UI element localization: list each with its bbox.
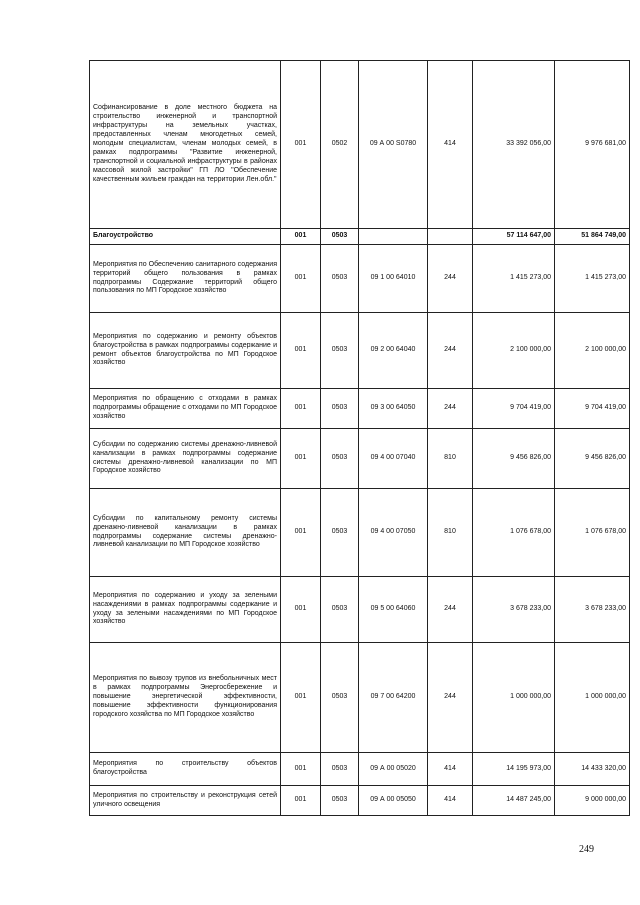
row-expense-type: 414: [428, 61, 473, 229]
row-amount-1: 1 000 000,00: [473, 643, 555, 753]
row-expense-type: 810: [428, 489, 473, 577]
row-section-code: 0503: [321, 429, 359, 489]
row-target-code: 09 А 00 S0780: [359, 61, 428, 229]
row-expense-type: 414: [428, 753, 473, 786]
row-amount-1: 2 100 000,00: [473, 313, 555, 389]
row-amount-2: 9 000 000,00: [555, 786, 630, 816]
row-ved-code: 001: [281, 643, 321, 753]
row-target-code: 09 4 00 07040: [359, 429, 428, 489]
row-ved-code: 001: [281, 313, 321, 389]
row-amount-1: 1 076 678,00: [473, 489, 555, 577]
row-ved-code: 001: [281, 753, 321, 786]
row-description: Софинансирование в доле местного бюджета на строительство инженерной и транспортной инфраструктуры на земельных участках, предоставленных членам многодетных семей, молодым специалистам, членам молодых семей, в рамках подпрограммы "Развитие инженерной, транспортной и социальной инфраструктуры в районах массовой жилой застройки" ГП ЛО "Обеспечение качественным жильем граждан на территории Лен.обл.": [90, 61, 281, 229]
row-expense-type: 244: [428, 643, 473, 753]
row-ved-code: 001: [281, 389, 321, 429]
row-description: Мероприятия по Обеспечению санитарного содержания территорий общего пользования в рамках подпрограммы Содержание территорий общего пользования по МП Городское хозяйство: [90, 245, 281, 313]
row-description: Мероприятия по строительству и реконструкция сетей уличного освещения: [90, 786, 281, 816]
table-row: [90, 643, 630, 753]
row-amount-1: 33 392 056,00: [473, 61, 555, 229]
section-row: [90, 229, 630, 245]
row-section-code: 0503: [321, 577, 359, 643]
row-ved-code: 001: [281, 61, 321, 229]
section-title: Благоустройство: [90, 229, 281, 245]
row-section-code: 0503: [321, 643, 359, 753]
row-description: Мероприятия по вывозу трупов из внебольничных мест в рамках подпрограммы Энергосбережение и повышение энергетической эффективности, повышение эффективности функционирования городского хозяйства по МП Городское хозяйство: [90, 643, 281, 753]
row-description: Мероприятия по строительству объектов благоустройства: [90, 753, 281, 786]
table-row: [90, 489, 630, 577]
row-section-code: 0503: [321, 229, 359, 245]
table-row: [90, 389, 630, 429]
row-target-code: 09 5 00 64060: [359, 577, 428, 643]
row-target-code: 09 2 00 64040: [359, 313, 428, 389]
row-target-code: 09 3 00 64050: [359, 389, 428, 429]
row-target-code: 09 4 00 07050: [359, 489, 428, 577]
row-section-code: 0503: [321, 753, 359, 786]
table-row: [90, 313, 630, 389]
row-target-code: [359, 229, 428, 245]
row-ved-code: 001: [281, 489, 321, 577]
row-expense-type: 414: [428, 786, 473, 816]
row-description: Субсидии по содержанию системы дренажно-ливневой канализации в рамках подпрограммы содержание системы дренажно-ливневой канализации по МП Городское хозяйство: [90, 429, 281, 489]
row-expense-type: 244: [428, 577, 473, 643]
row-section-code: 0503: [321, 489, 359, 577]
row-amount-1: 1 415 273,00: [473, 245, 555, 313]
row-amount-1: 9 704 419,00: [473, 389, 555, 429]
row-ved-code: 001: [281, 245, 321, 313]
table-row: [90, 577, 630, 643]
row-amount-2: 3 678 233,00: [555, 577, 630, 643]
table-row: [90, 61, 630, 229]
row-target-code: 09 А 00 05050: [359, 786, 428, 816]
row-amount-1: 9 456 826,00: [473, 429, 555, 489]
row-description: Мероприятия по содержанию и ремонту объектов благоустройства в рамках подпрограммы содержание и ремонт объектов благоустройства по МП Городское хозяйство: [90, 313, 281, 389]
row-amount-1: 14 487 245,00: [473, 786, 555, 816]
row-section-code: 0503: [321, 313, 359, 389]
row-amount-1: 57 114 647,00: [473, 229, 555, 245]
row-amount-2: 1 076 678,00: [555, 489, 630, 577]
budget-table: [89, 60, 630, 816]
row-amount-2: 14 433 320,00: [555, 753, 630, 786]
row-expense-type: [428, 229, 473, 245]
row-amount-2: 1 000 000,00: [555, 643, 630, 753]
row-section-code: 0503: [321, 389, 359, 429]
row-amount-2: 9 976 681,00: [555, 61, 630, 229]
row-target-code: 09 А 00 05020: [359, 753, 428, 786]
row-expense-type: 810: [428, 429, 473, 489]
row-amount-2: 9 456 826,00: [555, 429, 630, 489]
row-section-code: 0503: [321, 245, 359, 313]
row-section-code: 0503: [321, 786, 359, 816]
row-amount-2: 51 864 749,00: [555, 229, 630, 245]
row-ved-code: 001: [281, 429, 321, 489]
row-amount-1: 14 195 973,00: [473, 753, 555, 786]
table-row: [90, 429, 630, 489]
row-description: Мероприятия по обращению с отходами в рамках подпрограммы обращение с отходами по МП Городское хозяйство: [90, 389, 281, 429]
row-expense-type: 244: [428, 389, 473, 429]
row-target-code: 09 1 00 64010: [359, 245, 428, 313]
row-amount-2: 2 100 000,00: [555, 313, 630, 389]
row-description: Мероприятия по содержанию и уходу за зелеными насаждениями в рамках подпрограммы содержание и уходу за зелеными насаждениями по МП Городское хозяйство: [90, 577, 281, 643]
row-ved-code: 001: [281, 229, 321, 245]
row-ved-code: 001: [281, 577, 321, 643]
row-amount-2: 9 704 419,00: [555, 389, 630, 429]
page-number: 249: [579, 844, 594, 855]
row-expense-type: 244: [428, 245, 473, 313]
row-ved-code: 001: [281, 786, 321, 816]
row-amount-2: 1 415 273,00: [555, 245, 630, 313]
row-amount-1: 3 678 233,00: [473, 577, 555, 643]
row-description: Субсидии по капитальному ремонту системы дренажно-ливневой канализации в рамках подпрограммы содержание системы дренажно-ливневой канализации по МП Городское хозяйство: [90, 489, 281, 577]
row-expense-type: 244: [428, 313, 473, 389]
row-target-code: 09 7 00 64200: [359, 643, 428, 753]
table-row: [90, 753, 630, 786]
table-row: [90, 786, 630, 816]
row-section-code: 0502: [321, 61, 359, 229]
table-row: [90, 245, 630, 313]
